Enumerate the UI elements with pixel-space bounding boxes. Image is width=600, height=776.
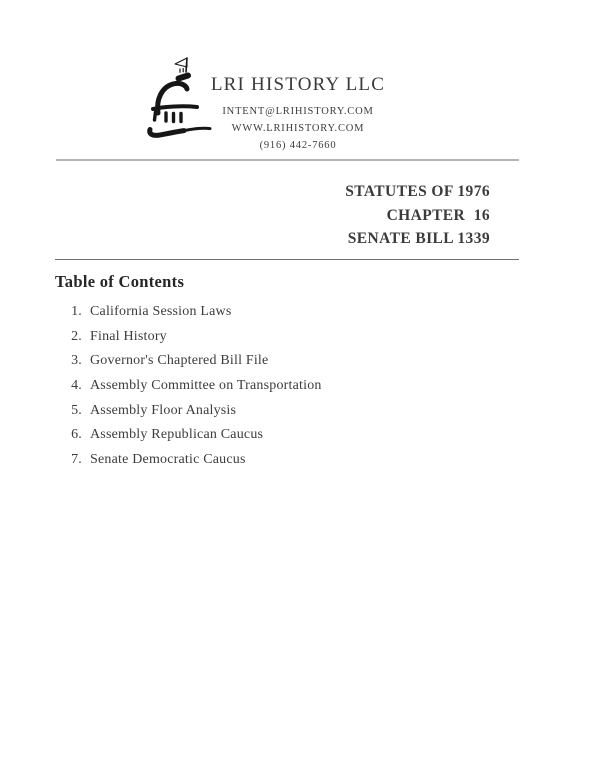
toc-item-number: 1. bbox=[71, 304, 82, 319]
toc-list bbox=[68, 303, 322, 476]
divider-top bbox=[56, 159, 519, 161]
toc-title: Table of Contents bbox=[55, 272, 185, 291]
toc-item bbox=[68, 451, 322, 468]
toc-item-number: 6. bbox=[71, 427, 82, 443]
toc-item bbox=[68, 402, 322, 419]
toc-item bbox=[68, 303, 322, 320]
toc-item bbox=[68, 426, 322, 443]
statutes-line: STATUTES OF 1976 bbox=[345, 183, 490, 200]
toc-item-number: 7. bbox=[71, 452, 82, 468]
toc-item-number: 4. bbox=[71, 378, 82, 394]
toc-item-label: Assembly Floor Analysis bbox=[90, 402, 237, 418]
divider-bottom bbox=[55, 259, 519, 260]
toc-item bbox=[68, 377, 322, 394]
org-phone: (916) 442-7660 bbox=[259, 140, 337, 151]
toc-item bbox=[68, 352, 322, 369]
org-website: WWW.LRIHISTORY.COM bbox=[231, 123, 365, 134]
toc-item-label: Assembly Republican Caucus bbox=[90, 427, 264, 443]
org-name: LRI HISTORY LLC bbox=[210, 74, 386, 95]
toc-item-number: 5. bbox=[71, 402, 82, 418]
toc-item-label: Assembly Committee on Transportation bbox=[90, 378, 322, 394]
toc-item bbox=[68, 328, 322, 345]
org-email: INTENT@LRIHISTORY.COM bbox=[222, 106, 374, 117]
toc-item-number: 3. bbox=[71, 353, 82, 369]
toc-item-label: Governor's Chaptered Bill File bbox=[90, 353, 269, 369]
flag-icon bbox=[175, 58, 187, 67]
toc-item-label: Final History bbox=[90, 328, 167, 344]
toc-item-number: 2. bbox=[71, 328, 82, 344]
senate-bill-line: SENATE BILL 1339 bbox=[347, 230, 490, 247]
toc-item-label: California Session Laws bbox=[90, 304, 232, 319]
letterhead bbox=[203, 74, 393, 154]
bill-reference bbox=[345, 180, 490, 251]
toc-item-label: Senate Democratic Caucus bbox=[90, 452, 246, 468]
chapter-line: CHAPTER 16 bbox=[386, 206, 490, 224]
